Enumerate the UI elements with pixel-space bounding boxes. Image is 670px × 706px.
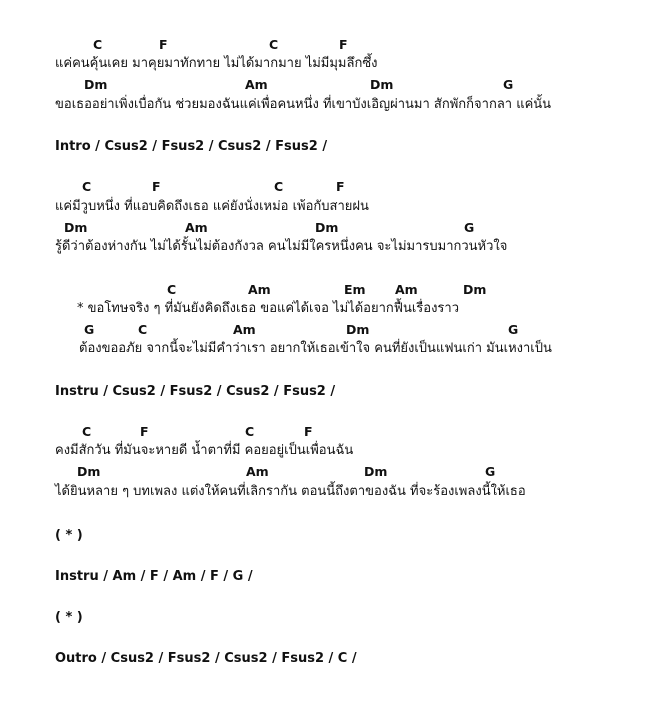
chord: C (138, 322, 148, 337)
chord: F (339, 37, 348, 52)
chord: Dm (346, 322, 370, 337)
lyric-line: ได้ยินหลาย ๆ บทเพลง แต่งให้คนที่เลิกรากัน ตอนนี้ถึงตาของฉัน ที่จะร้องเพลงนี้ให้เธอ (55, 484, 526, 499)
chord: C (93, 37, 103, 52)
chord: F (336, 179, 345, 194)
lyric-line: แค่มีวูบหนึ่ง ที่แอบคิดถึงเธอ แค่ยังนั่งเหม่อ เพ้อกับสายฝน (55, 199, 369, 214)
chord: Em (344, 282, 366, 297)
chord: Dm (364, 464, 388, 479)
chord: Dm (370, 77, 394, 92)
chord: F (304, 424, 313, 439)
chord: F (140, 424, 149, 439)
instru-line: Instru / Csus2 / Fsus2 / Csus2 / Fsus2 / (55, 384, 336, 399)
chord: F (152, 179, 161, 194)
chord: C (82, 179, 92, 194)
chord: Dm (64, 220, 88, 235)
chord: G (503, 77, 514, 92)
lyric-line: * ขอโทษจริง ๆ ที่มันยังคิดถึงเธอ ขอแค่ได้เจอ ไม่ได้อยากฟื้นเรื่องราว (77, 301, 459, 316)
chord: G (464, 220, 475, 235)
chord: C (245, 424, 255, 439)
chord: Am (233, 322, 256, 337)
outro-line: Outro / Csus2 / Fsus2 / Csus2 / Fsus2 / C / (55, 651, 357, 666)
chord: C (269, 37, 279, 52)
chord: G (84, 322, 95, 337)
chord: C (274, 179, 284, 194)
chord: Am (395, 282, 418, 297)
chord: Am (246, 464, 269, 479)
lyric-line: ขอเธออย่าเพิ่งเบื่อกัน ช่วยมองฉันแค่เพื่อคนหนึ่ง ที่เขาบังเอิญผ่านมา สักพักก็จากลา แค่นั้น (55, 97, 552, 112)
repeat-chorus-marker: ( * ) (55, 610, 83, 625)
chord: Dm (77, 464, 101, 479)
lyric-line: คงมีสักวัน ที่มันจะหายดี น้ำตาที่มี คอยอยู่เป็นเพื่อนฉัน (55, 443, 354, 458)
chord: G (508, 322, 519, 337)
lyric-line: ต้องขออภัย จากนี้จะไม่มีคำว่าเรา อยากให้เธอเข้าใจ คนที่ยังเป็นแฟนเก่า มันเหงาเป็น (79, 341, 552, 356)
chord: Am (245, 77, 268, 92)
chord: C (167, 282, 177, 297)
instru-line: Instru / Am / F / Am / F / G / (55, 569, 253, 584)
chord: Am (248, 282, 271, 297)
intro-line: Intro / Csus2 / Fsus2 / Csus2 / Fsus2 / (55, 139, 328, 154)
chord: Dm (315, 220, 339, 235)
chord: Dm (84, 77, 108, 92)
lyric-line: รู้ดีว่าต้องห่างกัน ไม่ได้รั้นไม่ต้องกังวล คนไม่มีใครหนึ่งคน จะไม่มารบมากวนหัวใจ (55, 239, 508, 254)
chord: Dm (463, 282, 487, 297)
chord: C (82, 424, 92, 439)
lyric-line: แค่คนคุ้นเคย มาคุยมาทักทาย ไม่ได้มากมาย ไม่มีมุมลึกซึ้ง (55, 56, 378, 71)
chord: G (485, 464, 496, 479)
chord: Am (185, 220, 208, 235)
chord: F (159, 37, 168, 52)
repeat-chorus-marker: ( * ) (55, 528, 83, 543)
